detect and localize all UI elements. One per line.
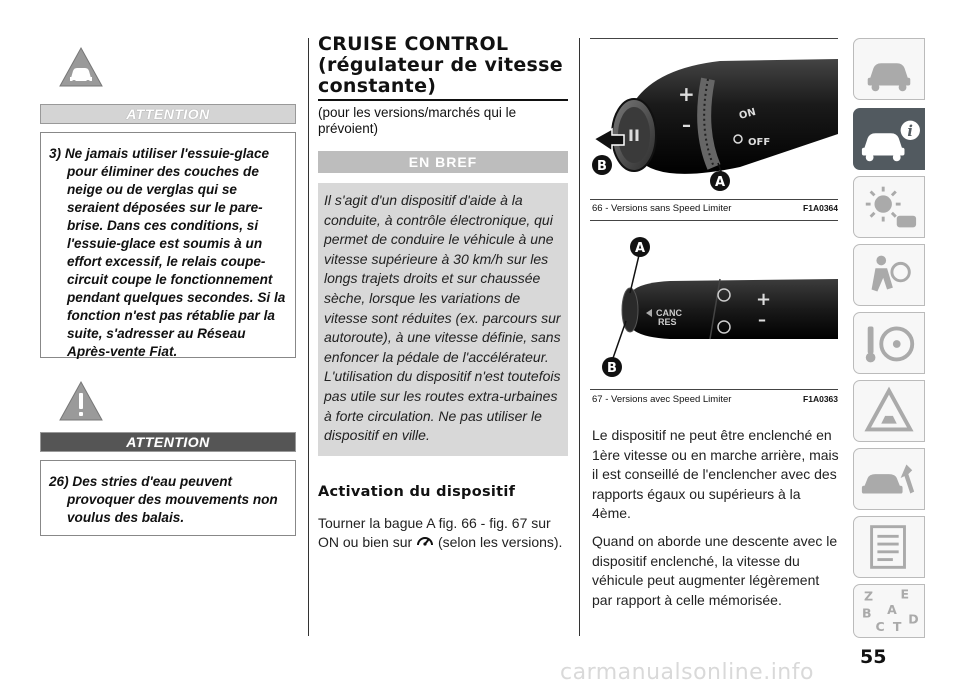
label-canc: CANC xyxy=(656,308,682,318)
watermark: carmanualsonline.info xyxy=(560,660,814,685)
activation-text-1: Tourner la bague A fig. 66 - fig. 67 sur ON ou bien sur xyxy=(318,514,551,551)
figure-67-caption-text: 67 - Versions avec Speed Limiter xyxy=(592,394,732,405)
label-b-67: B xyxy=(607,361,617,376)
exclamation-warning-icon xyxy=(58,380,104,422)
svg-text:E: E xyxy=(900,586,910,602)
figure-67-caption xyxy=(592,394,838,405)
svg-text:–: – xyxy=(682,115,691,136)
lights-icon xyxy=(854,177,924,237)
brief-box xyxy=(318,183,568,456)
alphabetical-index-icon xyxy=(854,585,924,637)
tab-technical-data[interactable] xyxy=(853,516,925,578)
brief-text: Il s'agit d'un dispositif d'aide à la conduite, à contrôle électronique, qui permet de conduire le véhicule à une vitesse supérieure à 30 km/h sur les longs trajets droits et sur chaussée sèche, lorsque les variations de vitesse sont réduites (ex. parcours sur autoroute), à une vitesse définie, sans enfoncer la pédale de l'accélérateur. L'utilisation du dispositif n'est toutefois pas utile sur les routes extra-urbaines à forte circulation. Ne pas utiliser le dispositif en ville. xyxy=(324,192,561,444)
activation-text xyxy=(318,514,568,553)
column-3-text xyxy=(592,426,840,610)
tab-maintenance[interactable] xyxy=(853,448,925,510)
activation-title: Activation du dispositif xyxy=(318,483,516,500)
section-title: CRUISE CONTROL (régulateur de vitesse constante) xyxy=(318,34,568,101)
warning-box-2 xyxy=(40,460,296,536)
label-res: RES xyxy=(658,317,677,327)
technical-data-icon xyxy=(854,517,924,577)
figure-67-code: F1A0363 xyxy=(803,394,838,404)
brief-label: EN BREF xyxy=(318,151,568,173)
stalk-illustration-66 xyxy=(590,39,838,200)
tab-index[interactable] xyxy=(853,584,925,638)
svg-text:D: D xyxy=(908,611,919,627)
figure-66-caption xyxy=(592,203,838,214)
column-3-paragraph-1: Le dispositif ne peut être enclenché en 1ère vitesse ou en marche arrière, mais il est conseillé de l'enclencher avec des rapports égaux ou supérieurs à la 4ème. xyxy=(592,427,839,522)
warning-text-1: 3) Ne jamais utiliser l'essuie-glace pour éliminer des couches de neige ou de verglas qui se seraient déposées sur le pare-brise. Dans ces conditions, si l'essuie-glace est soumis à un effort excessif, le relais coupe-circuit coupe le fonctionnement pendant quelques secondes. Si la fonction n'est pas rétablie par la suite, s'adresser au Réseau Après-vente Fiat. xyxy=(49,146,286,359)
svg-text:+: + xyxy=(756,289,772,310)
figure-66 xyxy=(590,38,838,200)
tab-lights[interactable] xyxy=(853,176,925,238)
page-number: 55 xyxy=(860,646,887,668)
label-b-66: B xyxy=(597,159,607,174)
tab-safety[interactable] xyxy=(853,244,925,306)
car-warning-icon xyxy=(58,46,104,88)
warning-box-1 xyxy=(40,132,296,358)
column-3-paragraph-2: Quand on aborde une descente avec le dispositif enclenché, la vitesse du véhicule peut augmenter légèrement par rapport à celle mémorisée. xyxy=(592,532,838,608)
warning-title-2: ATTENTION xyxy=(40,432,296,452)
tab-car-front[interactable] xyxy=(853,38,925,100)
column-divider-1 xyxy=(308,38,309,636)
label-on: ON xyxy=(737,106,758,122)
svg-text:Z: Z xyxy=(863,588,874,604)
svg-text:C: C xyxy=(875,619,885,635)
warning-text-2: 26) Des stries d'eau peuvent provoquer des mouvements non voulus des balais. xyxy=(49,474,278,525)
figure-66-caption-text: 66 - Versions sans Speed Limiter xyxy=(592,203,732,214)
car-info-icon xyxy=(854,109,924,169)
steering-key-icon xyxy=(854,313,924,373)
label-a-66: A xyxy=(715,175,726,190)
car-service-icon xyxy=(854,449,924,509)
warning-triangle-icon xyxy=(854,381,924,441)
figure-67 xyxy=(590,220,838,390)
svg-text:i: i xyxy=(907,123,913,141)
label-off: OFF xyxy=(748,137,771,148)
label-a-67: A xyxy=(635,241,646,256)
section-subtitle: (pour les versions/marchés qui le prévoient) xyxy=(318,105,517,136)
activation-text-2: (selon les versions). xyxy=(437,534,563,551)
cruise-control-section xyxy=(318,34,568,553)
figure-66-code: F1A0364 xyxy=(803,203,838,213)
column-divider-2 xyxy=(579,38,580,636)
svg-text:A: A xyxy=(887,601,897,617)
warning-title-1: ATTENTION xyxy=(40,104,296,124)
svg-text:T: T xyxy=(892,619,902,635)
airbag-safety-icon xyxy=(854,245,924,305)
svg-text:+: + xyxy=(678,82,695,106)
stalk-illustration-67 xyxy=(590,221,838,390)
tab-starting-driving[interactable] xyxy=(853,312,925,374)
car-front-icon xyxy=(854,39,924,99)
tab-emergency[interactable] xyxy=(853,380,925,442)
svg-text:II: II xyxy=(628,126,640,145)
svg-text:B: B xyxy=(862,605,872,621)
cruise-speedometer-icon xyxy=(416,533,434,549)
svg-text:–: – xyxy=(758,310,766,329)
tab-car-info[interactable] xyxy=(853,108,925,170)
